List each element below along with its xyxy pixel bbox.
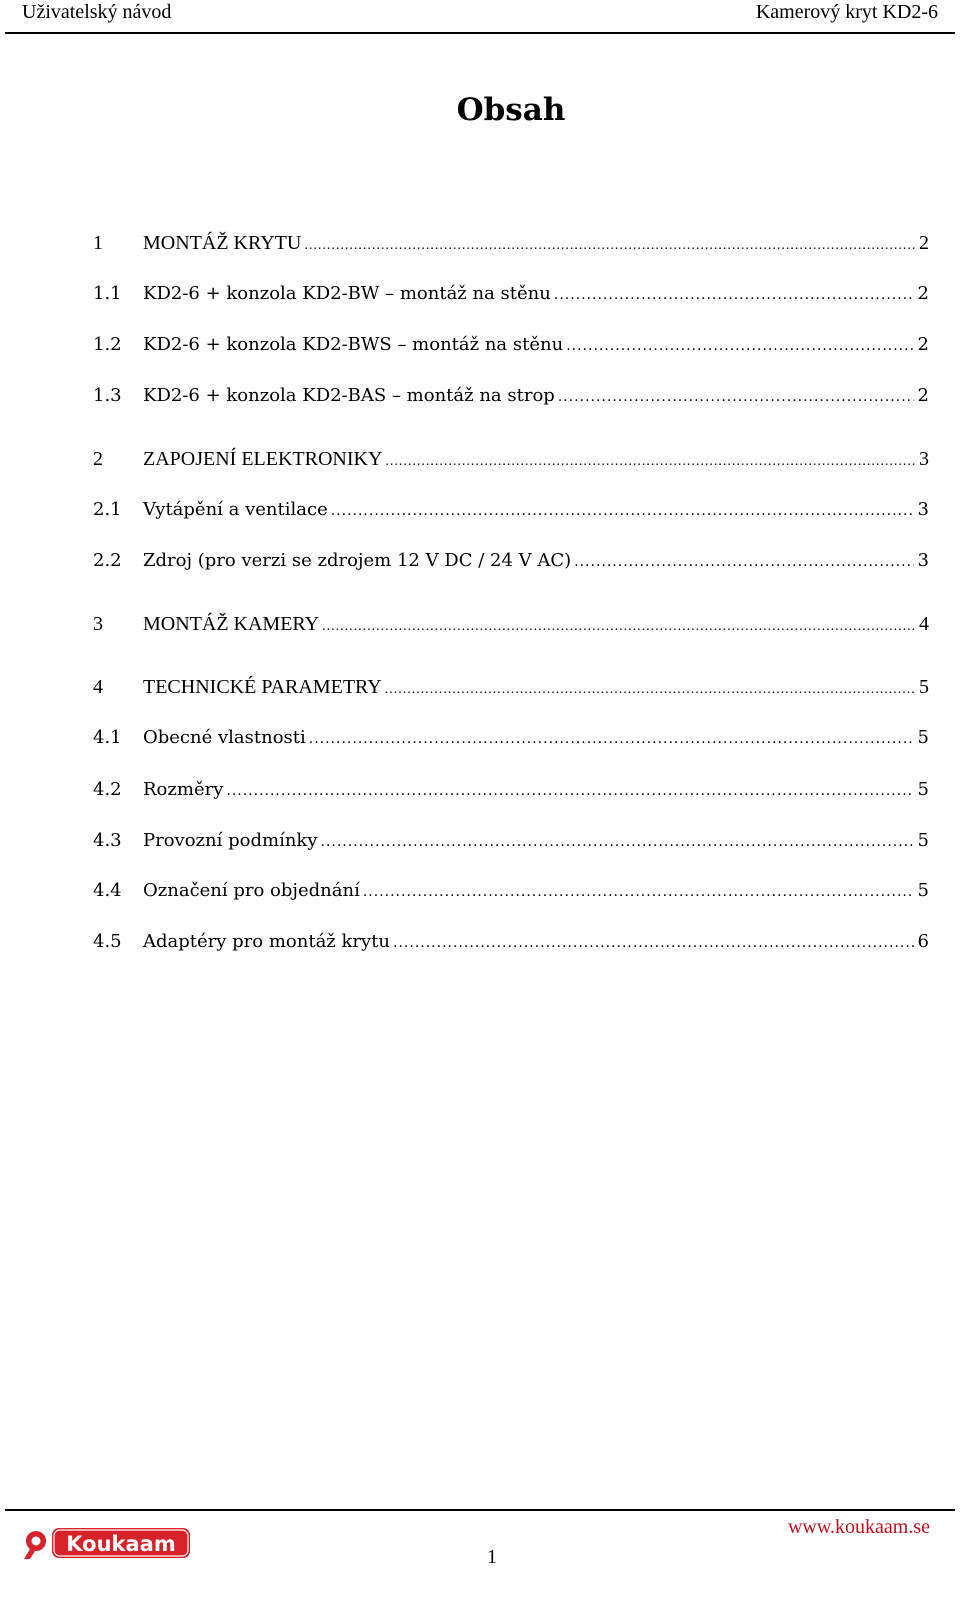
toc-entry-number: 1 bbox=[93, 232, 103, 254]
toc-leader-dots bbox=[554, 282, 914, 308]
toc-entry-number: 2.2 bbox=[93, 550, 122, 571]
toc-entry-label: Adaptéry pro montáž krytu bbox=[143, 929, 393, 955]
toc-leader-dots bbox=[321, 829, 914, 855]
toc-leader-dots bbox=[566, 333, 913, 359]
toc-entry[interactable] bbox=[93, 230, 929, 256]
toc-entry[interactable] bbox=[93, 446, 929, 472]
toc-entry-page: 3 bbox=[917, 550, 929, 571]
toc-entry-label: Rozměry bbox=[143, 777, 226, 803]
toc-entry-label: MONTÁŽ KRYTU bbox=[143, 230, 304, 256]
toc-entry-number: 4.4 bbox=[93, 880, 122, 901]
toc-entry-label: Vytápění a ventilace bbox=[143, 497, 331, 523]
website-link[interactable]: www.koukaam.se bbox=[787, 1516, 930, 1538]
toc-entry[interactable] bbox=[93, 383, 929, 409]
toc-entry-page: 2 bbox=[917, 283, 929, 304]
toc-leader-dots bbox=[304, 233, 915, 259]
toc-entry[interactable] bbox=[93, 725, 929, 751]
toc-entry-page: 5 bbox=[917, 727, 929, 748]
toc-leader-dots bbox=[309, 726, 914, 752]
toc-entry-label: KD2-6 + konzola KD2-BAS – montáž na strop bbox=[143, 383, 558, 409]
toc-entry-number: 3 bbox=[93, 613, 103, 635]
toc-entry-page: 2 bbox=[917, 334, 929, 355]
toc-entry-label: Zdroj (pro verzi se zdrojem 12 V DC / 24 V AC) bbox=[143, 548, 574, 574]
logo-wordmark: Koukaam bbox=[66, 1532, 176, 1556]
toc-entry-page: 3 bbox=[917, 499, 929, 520]
toc-entry-number: 2 bbox=[93, 448, 103, 470]
header-divider bbox=[5, 32, 955, 34]
toc-entry-label: Označení pro objednání bbox=[143, 878, 363, 904]
toc-entry-number: 4.2 bbox=[93, 779, 122, 800]
page-title: Obsah bbox=[456, 92, 566, 128]
toc-entry[interactable] bbox=[93, 611, 929, 637]
toc-leader-dots bbox=[393, 930, 914, 956]
toc-entry-page: 5 bbox=[917, 880, 929, 901]
toc-entry-label: Obecné vlastnosti bbox=[143, 725, 309, 751]
toc-entry[interactable] bbox=[93, 281, 929, 307]
toc-entry[interactable] bbox=[93, 777, 929, 803]
toc-entry[interactable] bbox=[93, 674, 929, 700]
toc-entry-page: 6 bbox=[917, 931, 929, 952]
toc-entry-number: 1.2 bbox=[93, 334, 122, 355]
toc-entry-number: 4 bbox=[93, 676, 103, 698]
toc-entry-number: 4.3 bbox=[93, 830, 122, 851]
toc-entry-label: ZAPOJENÍ ELEKTRONIKY bbox=[143, 446, 385, 472]
toc-entry-page: 4 bbox=[919, 613, 929, 635]
koukaam-logo bbox=[22, 1523, 192, 1563]
toc-leader-dots bbox=[558, 384, 914, 410]
toc-entry[interactable] bbox=[93, 929, 929, 955]
toc-entry[interactable] bbox=[93, 878, 929, 904]
toc-entry-page: 3 bbox=[919, 448, 929, 470]
toc-leader-dots bbox=[322, 614, 915, 640]
toc-entry-label: MONTÁŽ KAMERY bbox=[143, 611, 322, 637]
toc-entry[interactable] bbox=[93, 548, 929, 574]
toc-entry-label: Provozní podmínky bbox=[143, 828, 321, 854]
toc-entry-page: 5 bbox=[917, 830, 929, 851]
toc-entry-number: 2.1 bbox=[93, 499, 122, 520]
toc-entry-number: 1.3 bbox=[93, 385, 122, 406]
page-number: 1 bbox=[487, 1546, 497, 1568]
toc-leader-dots bbox=[574, 549, 913, 575]
toc-entry-label: KD2-6 + konzola KD2-BW – montáž na stěnu bbox=[143, 281, 554, 307]
footer-divider bbox=[5, 1509, 955, 1511]
toc-entry-label: KD2-6 + konzola KD2-BWS – montáž na stěnu bbox=[143, 332, 566, 358]
toc-entry-number: 1.1 bbox=[93, 283, 122, 304]
header-document-title: Uživatelský návod bbox=[22, 1, 172, 23]
toc-entry-label: TECHNICKÉ PARAMETRY bbox=[143, 674, 385, 700]
toc-entry-number: 4.1 bbox=[93, 727, 122, 748]
toc-leader-dots bbox=[363, 879, 914, 905]
toc-leader-dots bbox=[331, 498, 914, 524]
toc-entry[interactable] bbox=[93, 497, 929, 523]
toc-leader-dots bbox=[385, 449, 915, 475]
toc-entry-page: 2 bbox=[919, 232, 929, 254]
toc-entry[interactable] bbox=[93, 828, 929, 854]
toc-entry-number: 4.5 bbox=[93, 931, 122, 952]
toc-entry[interactable] bbox=[93, 332, 929, 358]
toc-entry-page: 2 bbox=[917, 385, 929, 406]
header-product-name: Kamerový kryt KD2-6 bbox=[755, 1, 938, 23]
toc-entry-page: 5 bbox=[919, 676, 929, 698]
toc-entry-page: 5 bbox=[917, 779, 929, 800]
toc-leader-dots bbox=[385, 677, 915, 703]
toc-leader-dots bbox=[226, 778, 913, 804]
